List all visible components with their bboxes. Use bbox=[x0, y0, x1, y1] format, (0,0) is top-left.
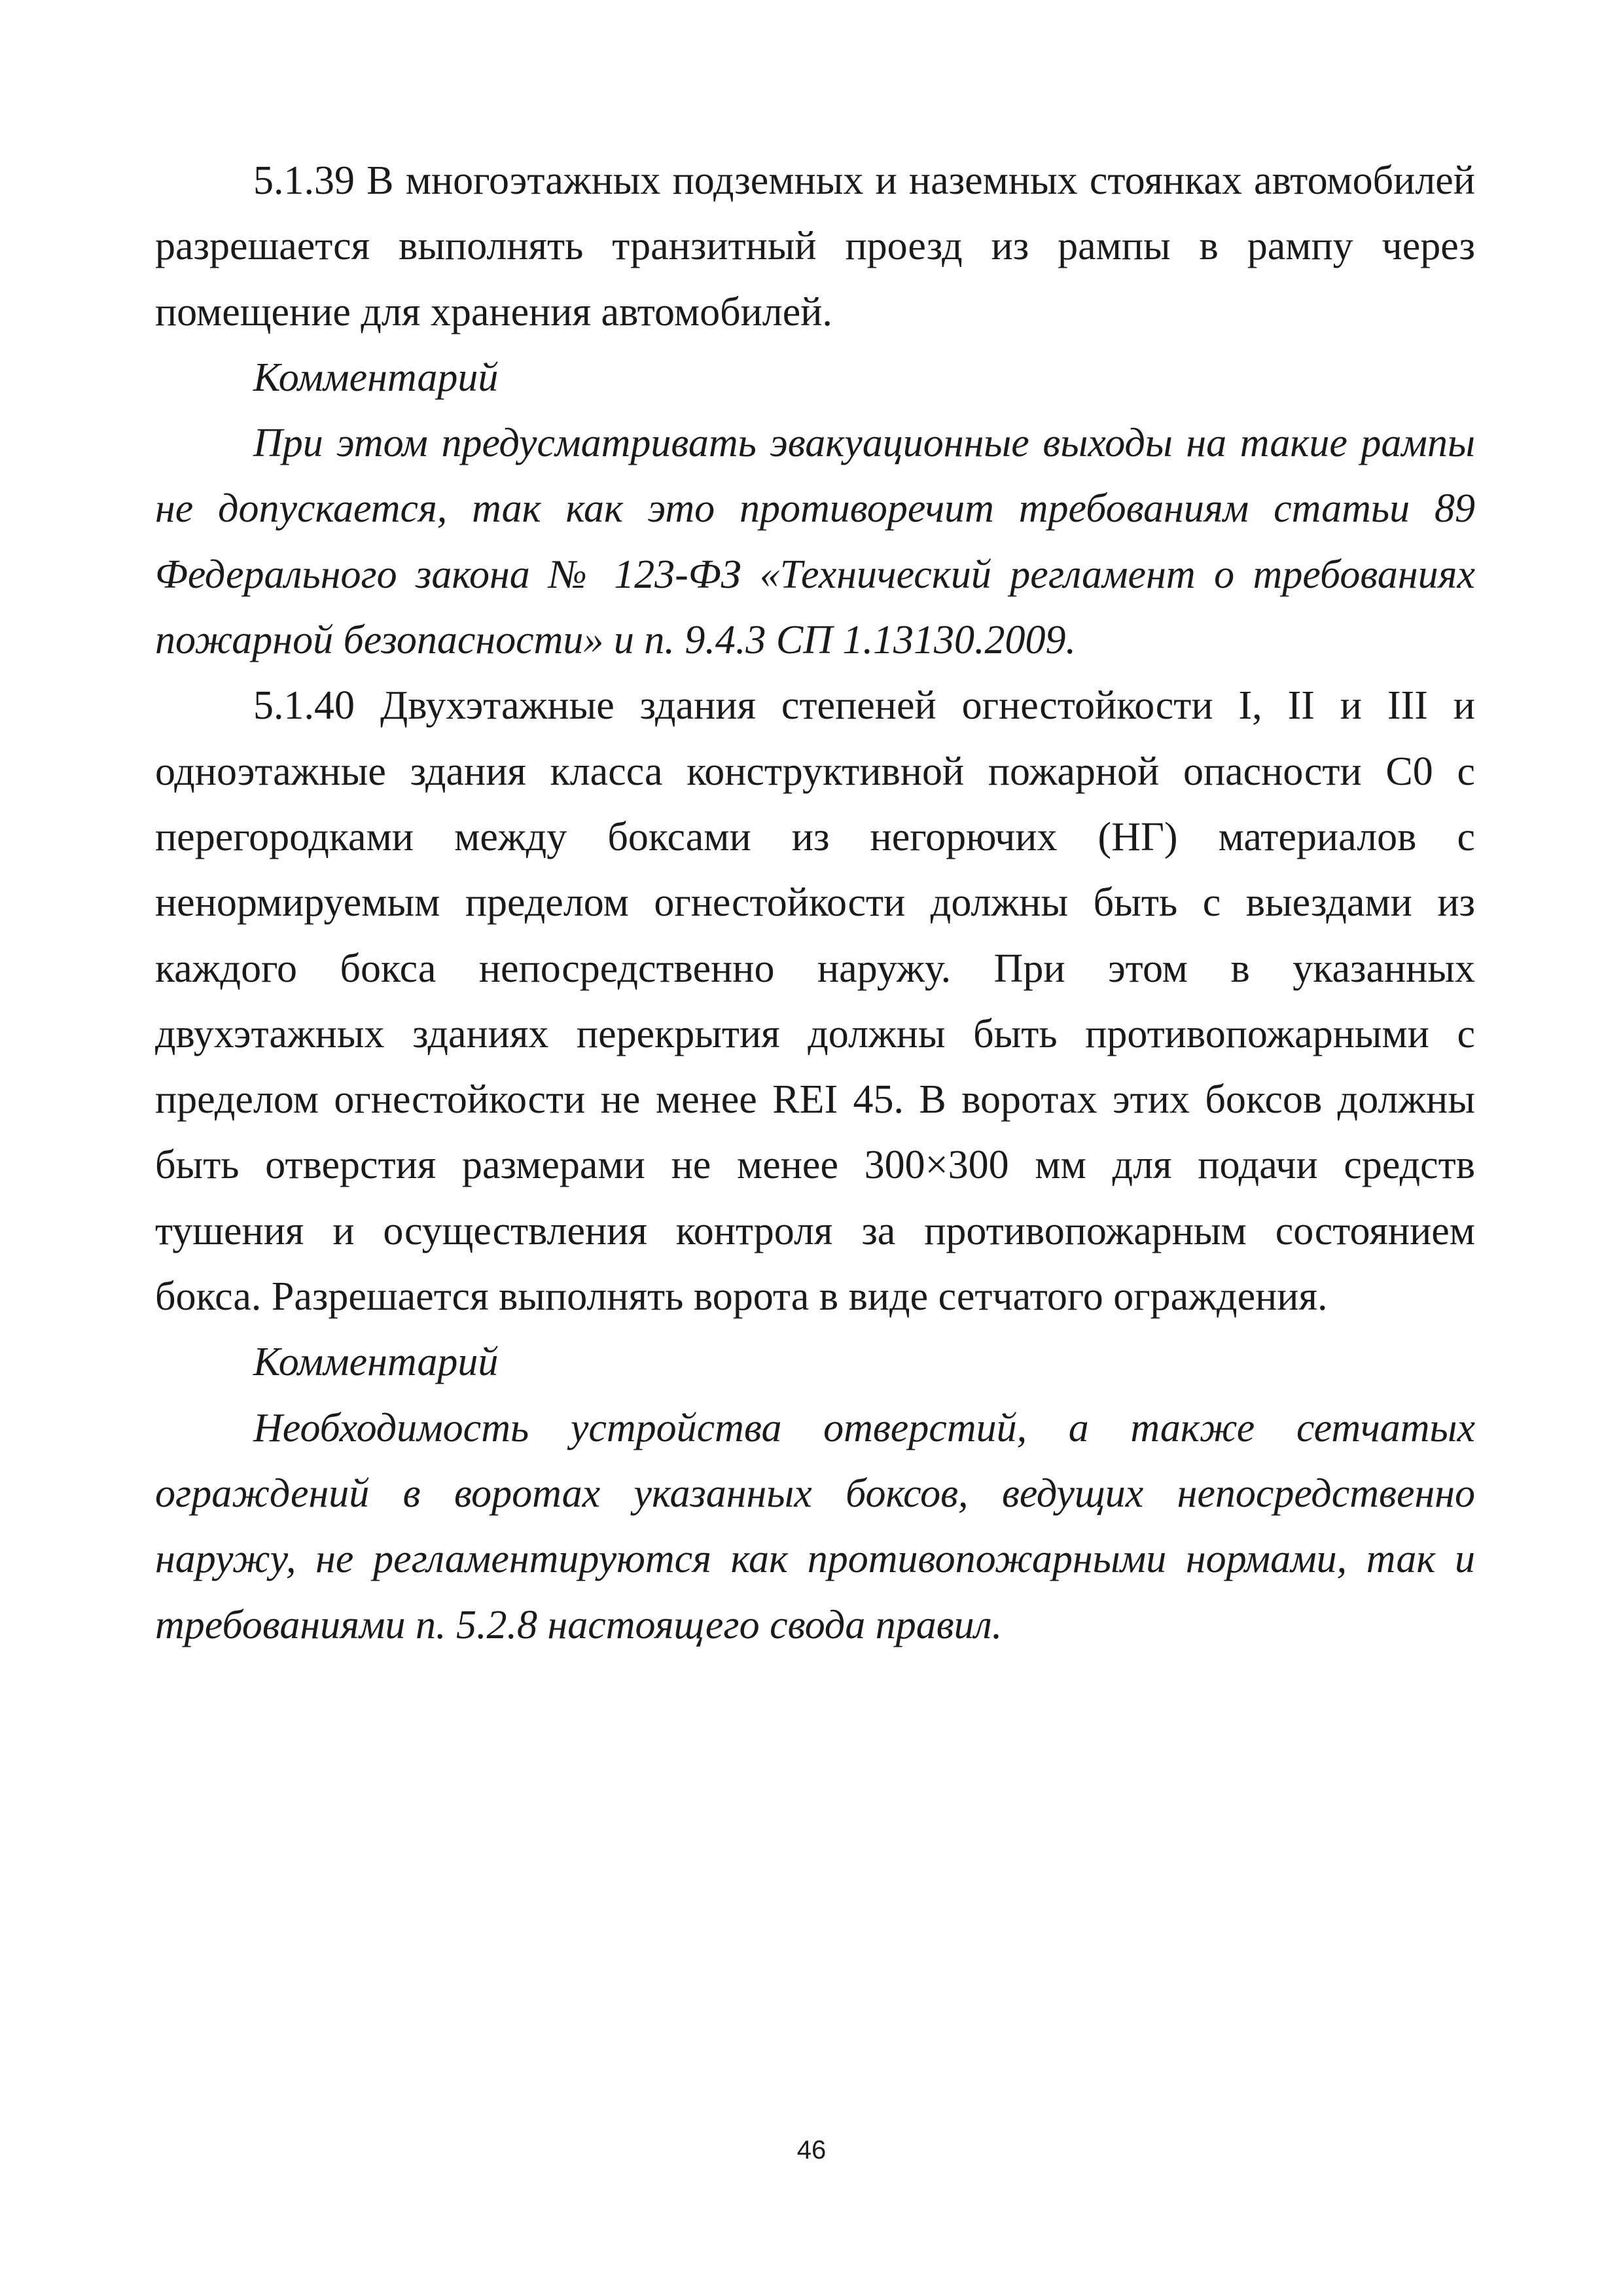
page-number: 46 bbox=[796, 2136, 827, 2164]
comment-text: При этом предусматривать эвакуационные выходы на такие рампы не допускается, так как это противоречит требованиям статьи 89 Федерального закона № 123-ФЗ «Технический регламент о требованиях пожарной безопасности» и п. 9.4.3 СП 1.13130.2009. bbox=[155, 421, 1475, 663]
comment-text: Необходимость устройства отверстий, а также сетчатых ограждений в воротах указанных боксов, ведущих непосредственно наружу, не регламентируются как противопожарными нормами, так и требованиями п. 5.2.8 настоящего свода правил. bbox=[155, 1405, 1475, 1647]
paragraph-5-1-39: 5.1.39 В многоэтажных подземных и наземных стоянках автомобилей разрешается выполнять транзитный проезд из рампы в рампу через помещение для хранения автомобилей. bbox=[155, 158, 1475, 334]
paragraph-5-1-40: 5.1.40 Двухэтажные здания степеней огнестойкости I, II и III и одноэтажные здания класса конструктивной пожарной опасности С0 с перегородками между боксами из негорючих (НГ) материалов с ненормируемым пределом огнестойкости должны быть с выездами из каждого бокса непосредственно наружу. При этом в указанных двухэтажных зданиях перекрытия должны быть противопожарными с пределом огнестойкости не менее REI 45. В воротах этих боксов должны быть отверстия размерами не менее 300×300 мм для подачи средств тушения и осуществления контроля за противопожарным состоянием бокса. Разрешается выполнять ворота в виде сетчатого ограждения. bbox=[155, 683, 1475, 1319]
comment-heading: Комментарий bbox=[253, 355, 499, 400]
document-body bbox=[155, 148, 1475, 1658]
comment-heading: Комментарий bbox=[253, 1340, 499, 1385]
